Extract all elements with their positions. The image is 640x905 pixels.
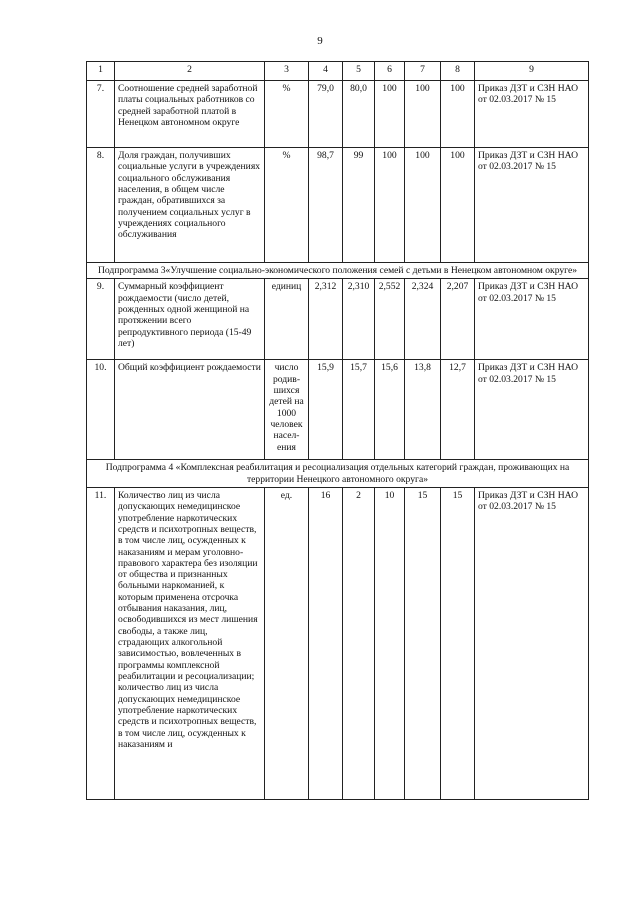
table-header-row [87, 62, 589, 81]
header-cell: 5 [343, 62, 375, 81]
indicator-name: Доля граждан, получивших социальные услуги в учреждениях социального обслуживания населения, в общем числе граждан, обратившихся за получением социальных услуг в учреждениях социального обслуживания [115, 148, 265, 263]
value-col7: 2,324 [405, 279, 441, 360]
source-document: Приказ ДЗТ и СЗН НАО от 02.03.2017 № 15 [475, 487, 589, 799]
header-cell: 3 [265, 62, 309, 81]
source-document: Приказ ДЗТ и СЗН НАО от 02.03.2017 № 15 [475, 279, 589, 360]
indicator-unit: число родив-шихся детей на 1000 человек насел-ения [265, 360, 309, 460]
indicator-name: Соотношение средней заработной платы социальных работников со средней заработной платой в Ненецком автономном округе [115, 81, 265, 148]
value-col6: 100 [375, 148, 405, 263]
value-col5: 80,0 [343, 81, 375, 148]
row-number: 10. [87, 360, 115, 460]
header-cell: 8 [441, 62, 475, 81]
row-number: 7. [87, 81, 115, 148]
indicator-name: Общий коэффициент рождаемости [115, 360, 265, 460]
value-col5: 2 [343, 487, 375, 799]
value-col8: 12,7 [441, 360, 475, 460]
header-cell: 6 [375, 62, 405, 81]
value-col4: 98,7 [309, 148, 343, 263]
table-row [87, 81, 589, 148]
row-number: 9. [87, 279, 115, 360]
header-cell: 4 [309, 62, 343, 81]
header-cell: 2 [115, 62, 265, 81]
source-document: Приказ ДЗТ и СЗН НАО от 02.03.2017 № 15 [475, 81, 589, 148]
indicator-unit: единиц [265, 279, 309, 360]
indicators-table [86, 61, 589, 800]
value-col5: 2,310 [343, 279, 375, 360]
table-row [87, 360, 589, 460]
indicator-unit: % [265, 81, 309, 148]
value-col7: 15 [405, 487, 441, 799]
table-row [87, 279, 589, 360]
row-number: 11. [87, 487, 115, 799]
header-cell: 9 [475, 62, 589, 81]
header-cell: 7 [405, 62, 441, 81]
value-col8: 15 [441, 487, 475, 799]
value-col6: 100 [375, 81, 405, 148]
value-col7: 100 [405, 148, 441, 263]
value-col4: 16 [309, 487, 343, 799]
row-number: 8. [87, 148, 115, 263]
indicator-name: Суммарный коэффициент рождаемости (число детей, рожденных одной женщиной на протяжении всего репродуктивного периода (15-49 лет) [115, 279, 265, 360]
table-row [87, 148, 589, 263]
value-col6: 15,6 [375, 360, 405, 460]
value-col8: 100 [441, 148, 475, 263]
source-document: Приказ ДЗТ и СЗН НАО от 02.03.2017 № 15 [475, 148, 589, 263]
header-cell: 1 [87, 62, 115, 81]
value-col6: 2,552 [375, 279, 405, 360]
value-col8: 2,207 [441, 279, 475, 360]
subprogram-4-title: Подпрограмма 4 «Комплексная реабилитация и ресоциализация отдельных категорий граждан, проживающих на территории Ненецкого автономного округа» [87, 460, 589, 488]
value-col5: 15,7 [343, 360, 375, 460]
subprogram-3-title: Подпрограмма 3«Улучшение социально-экономического положения семей с детьми в Ненецком автономном округе» [87, 263, 589, 279]
page-number: 9 [317, 35, 323, 47]
value-col7: 100 [405, 81, 441, 148]
indicator-unit: ед. [265, 487, 309, 799]
table-row [87, 487, 589, 799]
value-col5: 99 [343, 148, 375, 263]
value-col6: 10 [375, 487, 405, 799]
indicator-name: Количество лиц из числа допускающих немедицинское употребление наркотических средств и психотропных веществ, в том числе лиц, осужденных к наказаниям и мерам уголовно-правового характера без изоляции от общества и признанных больными наркоманией, к которым применена отсрочка отбывания наказания, лиц, освободившихся из мест лишения свободы, а также лиц, страдающих алкогольной зависимостью, вовлеченных в программы комплексной реабилитации и ресоциализации; количество лиц из числа допускающих немедицинское употребление наркотических средств и психотропных веществ, в том числе лиц, осужденных к наказаниям и [115, 487, 265, 799]
subprogram-row [87, 263, 589, 279]
value-col4: 79,0 [309, 81, 343, 148]
subprogram-row [87, 460, 589, 488]
source-document: Приказ ДЗТ и СЗН НАО от 02.03.2017 № 15 [475, 360, 589, 460]
value-col4: 2,312 [309, 279, 343, 360]
indicator-unit: % [265, 148, 309, 263]
value-col7: 13,8 [405, 360, 441, 460]
value-col4: 15,9 [309, 360, 343, 460]
value-col8: 100 [441, 81, 475, 148]
